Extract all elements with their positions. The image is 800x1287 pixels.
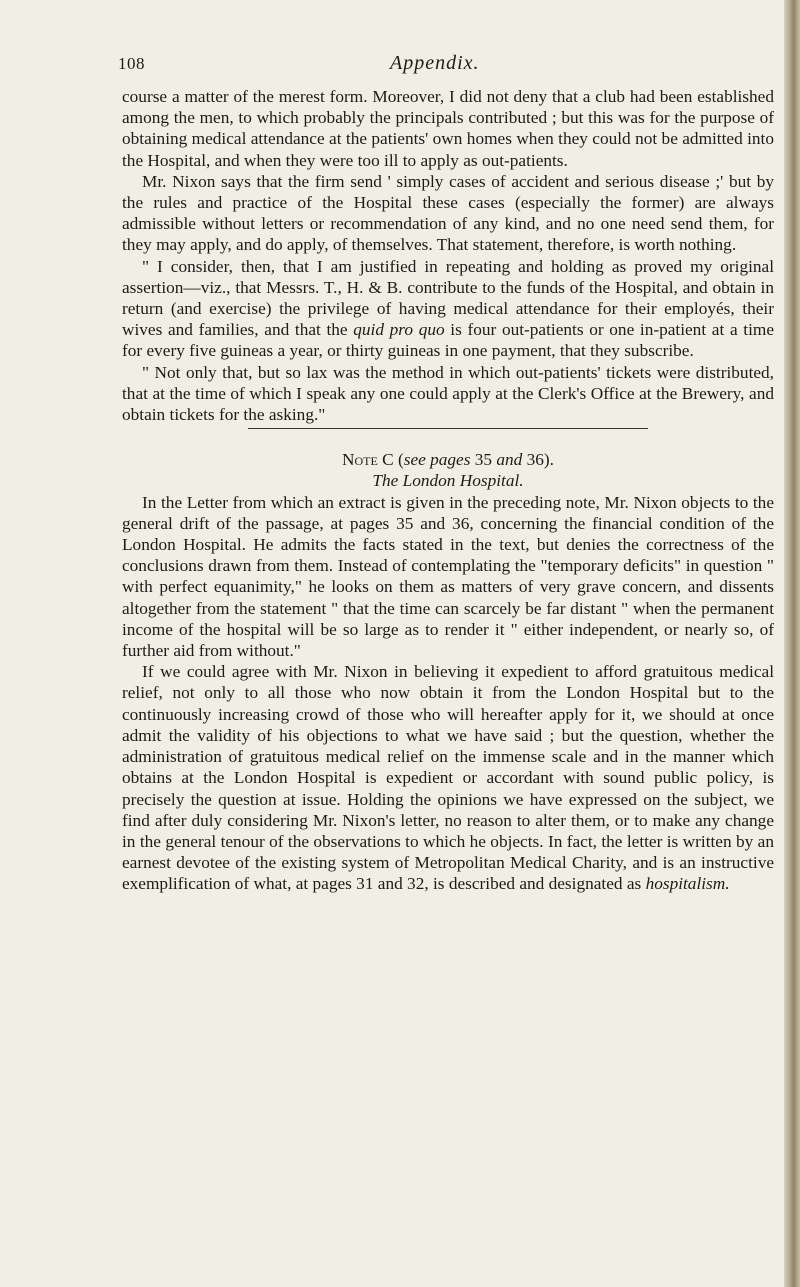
running-title: Appendix.	[390, 52, 480, 74]
paragraph-text: If we could agree with Mr. Nixon in believing it expedient to afford gratuitous medical relief, not only to all those who now obtain it from the London Hospital but to the continuously increasing crowd of those who will hereafter apply for it, we should at once admit the validity of his objections to what we have said ; but the question, whether the administration of gratuitous medical relief on the immense scale and in the manner which obtains at the London Hospital is expedient or accordant with sound public policy, is precisely the question at issue. Holding the opinions we have expressed on the subject, we find after duly considering Mr. Nixon's letter, no reason to alter them, or to make any change in the general tenour of the observations to which he objects. In fact, the letter is written by an earnest devotee of the existing system of Metropolitan Medical Charity, and is an instructive exemplification of what, at pages 31 and 32, is described and designated as	[122, 662, 774, 894]
note-page: 36	[526, 450, 544, 470]
note-paragraph	[122, 492, 774, 662]
paragraph	[122, 171, 774, 256]
note-label: Note C	[341, 450, 394, 470]
paragraph-text: In the Letter from which an extract is given in the preceding note, Mr. Nixon objects to the general drift of the passage, at pages 35 and 36, concerning the financial condition of the London Hospital. He admits the facts stated in the text, but denies the correctness of the conclusions drawn from them. Instead of contemplating the "temporary deficits" in question " with perfect equanimity," he looks on them as matters of very grave concern, and dissents altogether from the statement " that the time can scarcely be far distant " when the permanent income of the hospital will be so large as to render it " either independent, or nearly so, of further aid from without."	[122, 492, 774, 661]
body-text	[122, 86, 774, 895]
italic-phrase: quid pro quo	[353, 320, 445, 340]
paragraph-text: is four out-patients or one in-patient at a time for every five guineas a year, or thirty guineas in one payment, that they subscribe.	[122, 320, 774, 361]
paragraph	[122, 362, 774, 426]
italic-phrase: hospitalism.	[645, 874, 730, 894]
paragraph-text: Mr. Nixon says that the firm send ' simply cases of accident and serious disease ;' but by the rules and practice of the Hospital these cases (especially the former) are always admissible without letters or recommendation of any kind, and no one need send them, for they may apply, and do apply, of themselves. That statement, therefore, is worth nothing.	[122, 171, 774, 255]
paragraph-text: " Not only that, but so lax was the method in which out-patients' tickets were distributed, that at the time of which I speak any one could apply at the Clerk's Office at the Brewery, and obtain tickets for the asking."	[122, 362, 774, 425]
section-divider	[248, 428, 648, 429]
note-page: 35	[474, 450, 493, 470]
paragraph	[122, 256, 774, 362]
running-head	[118, 48, 778, 88]
note-subtitle: The London Hospital.	[372, 471, 524, 491]
note-paragraph	[122, 661, 774, 894]
paragraph-continued	[122, 86, 774, 171]
paragraph-text: course a matter of the merest form. Moreover, I did not deny that a club had been established among the men, to which probably the principals contributed ; but this was for the purpose of obtaining medical attendance at the patients' own homes when they could not be admitted into the Hospital, and when they were too ill to apply as out-patients.	[122, 87, 774, 170]
paragraph-text: " I consider, then, that I am justified in repeating and holding as proved my original assertion—viz., that Messrs. T., H. & B. contribute to the funds of the Hospital, and obtain in return (and exercise) the privilege of having medical attendance for their employés, their wives and families, and that the	[122, 256, 774, 340]
note-and: and	[496, 450, 523, 470]
note-paren: ).	[543, 450, 554, 470]
note-see-pages: see pages	[403, 450, 471, 470]
page-number: 108	[118, 54, 145, 73]
note-paren: (	[397, 450, 404, 470]
note-heading	[122, 449, 774, 470]
page-edge	[784, 0, 800, 1287]
